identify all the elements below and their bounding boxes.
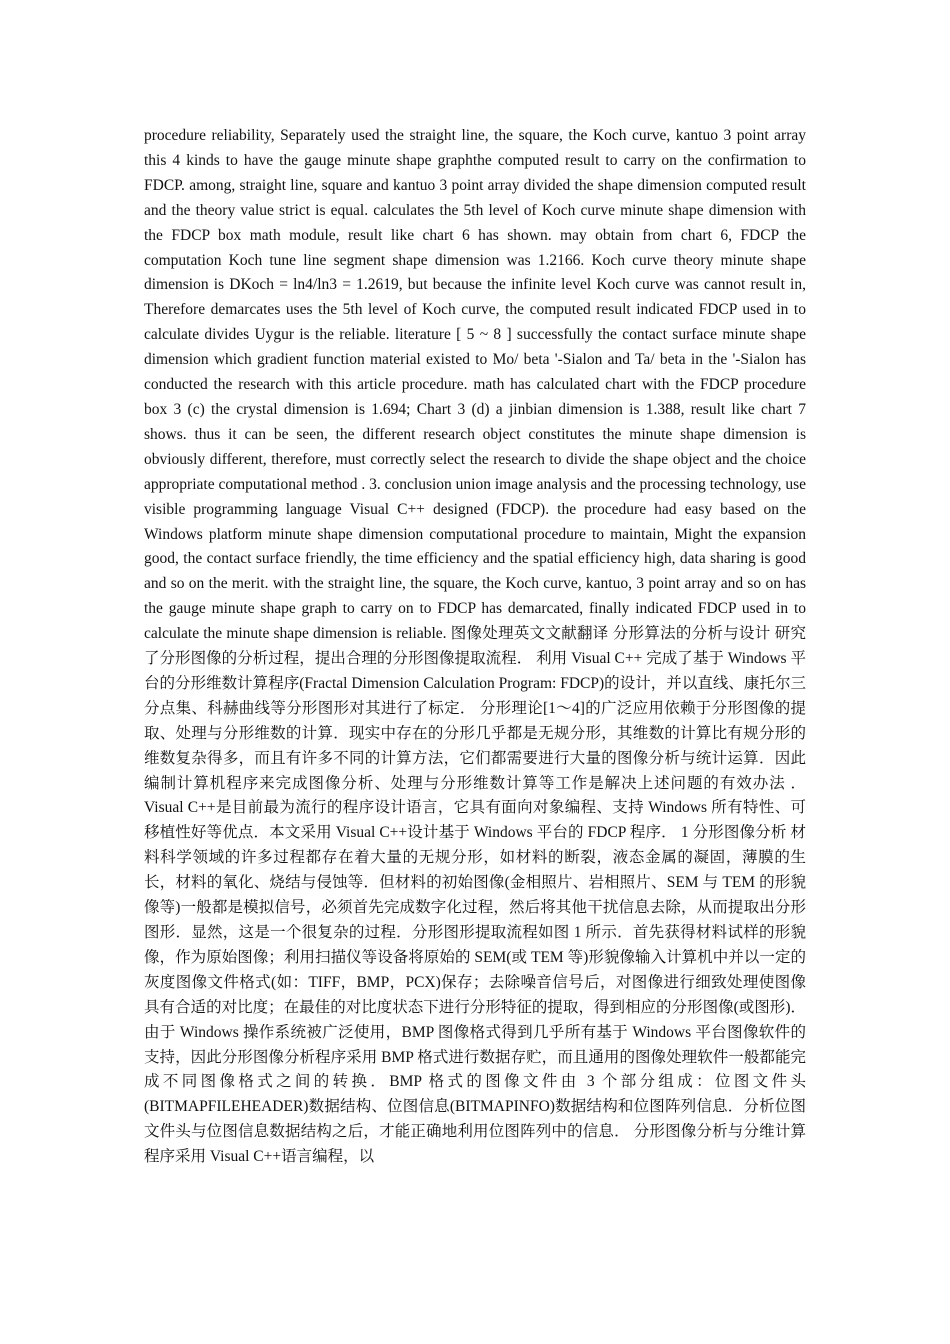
- chinese-text: 图像处理英文文献翻译 分形算法的分析与设计 研究了分形图像的分析过程，提出合理的分形图像提取流程． 利用 Visual C++ 完成了基于 Windows 平台的分形维数计算程序(Fractal Dimension Calculation Program: FDCP)的设计，并以直线、康托尔三分点集、科赫曲线等分形图形对其进行了标定． 分形理论[1～4]的广泛应用依赖于分形图像的提取、处理与分形维数的计算．现实中存在的分形几乎都是无规分形，其维数的计算比有规分形的维数复杂得多，而且有许多不同的计算方法，它们都需要进行大量的图像分析与统计运算．因此编制计算机程序来完成图像分析、处理与分形维数计算等工作是解决上述问题的有效办法 ．Visual C++是目前最为流行的程序设计语言，它具有面向对象编程、支持 Windows 所有特性、可移植性好等优点．本文采用 Visual C++设计基于 Windows 平台的 FDCP 程序． 1 分形图像分析 材料科学领域的许多过程都存在着大量的无规分形，如材料的断裂，液态金属的凝固，薄膜的生长，材料的氧化、烧结与侵蚀等．但材料的初始图像(金相照片、岩相照片、SEM 与 TEM 的形貌像等)一般都是模拟信号，必须首先完成数字化过程，然后将其他干扰信息去除，从而提取出分形图形．显然，这是一个很复杂的过程．分形图形提取流程如图 1 所示．首先获得材料试样的形貌像，作为原始图像；利用扫描仪等设备将原始的 SEM(或 TEM 等)形貌像输入计算机中并以一定的灰度图像文件格式(如：TIFF，BMP，PCX)保存；去除噪音信号后，对图像进行细致处理使图像具有合适的对比度；在最佳的对比度状态下进行分形特征的提取，得到相应的分形图像(或图形)． 由于 Windows 操作系统被广泛使用，BMP 图像格式得到几乎所有基于 Windows 平台图像软件的支持，因此分形图像分析程序采用 BMP 格式进行数据存贮，而且通用的图像处理软件一般都能完成不同图像格式之间的转换．BMP 格式的图像文件由 3 个部分组成：位图文件头(BITMAPFILEHEADER)数据结构、位图信息(BITMAPINFO)数据结构和位图阵列信息．分析位图文件头与位图信息数据结构之后，才能正确地利用位图阵列中的信息． 分形图像分析与分维计算程序采用 Visual C++语言编程，以: [144, 625, 806, 1166]
- english-text: procedure reliability, Separately used the straight line, the square, the Koch curve, kantuo 3 point array this 4 kinds to have the gauge minute shape graphthe computed result to carry on the confirmation to FDCP. among, straight line, square and kantuo 3 point array divided the shape dimension computed result and the theory value strict is equal. calculates the 5th level of Koch curve minute shape dimension with the FDCP box math module, result like chart 6 has shown. may obtain from chart 6, FDCP the computation Koch tune line segment shape dimension was 1.2166. Koch curve theory minute shape dimension is DKoch = ln4/ln3 = 1.2619, but because the infinite level Koch curve was cannot result in, Therefore demarcates uses the 5th level of Koch curve, the computed result indicated FDCP used in to calculate divides Uygur is the reliable. literature [ 5 ~ 8 ] successfully the contact surface minute shape dimension which gradient function material existed to Mo/ beta '-Sialon and Ta/ beta in the '-Sialon has conducted the research with this article procedure. math has calculated chart with the FDCP procedure box 3 (c) the crystal dimension is 1.694; Chart 3 (d) a jinbian dimension is 1.388, result like chart 7 shows. thus it can be seen, the different research object constitutes the minute shape dimension is obviously different, therefore, must correctly select the research to divide the shape object and the choice appropriate computational method . 3. conclusion union image analysis and the processing technology, use visible programming language Visual C++ designed (FDCP). the procedure had easy based on the Windows platform minute shape dimension computational procedure to maintain, Might the expansion good, the contact surface friendly, the time efficiency and the spatial efficiency high, data sharing is good and so on the merit. with the straight line, the square, the Koch curve, kantuo, 3 point array and so on has the gauge minute shape graph to carry on to FDCP has demarcated, finally indicated FDCP used in to calculate the minute shape dimension is reliable.: [144, 127, 806, 643]
- body-paragraph: [144, 124, 806, 1170]
